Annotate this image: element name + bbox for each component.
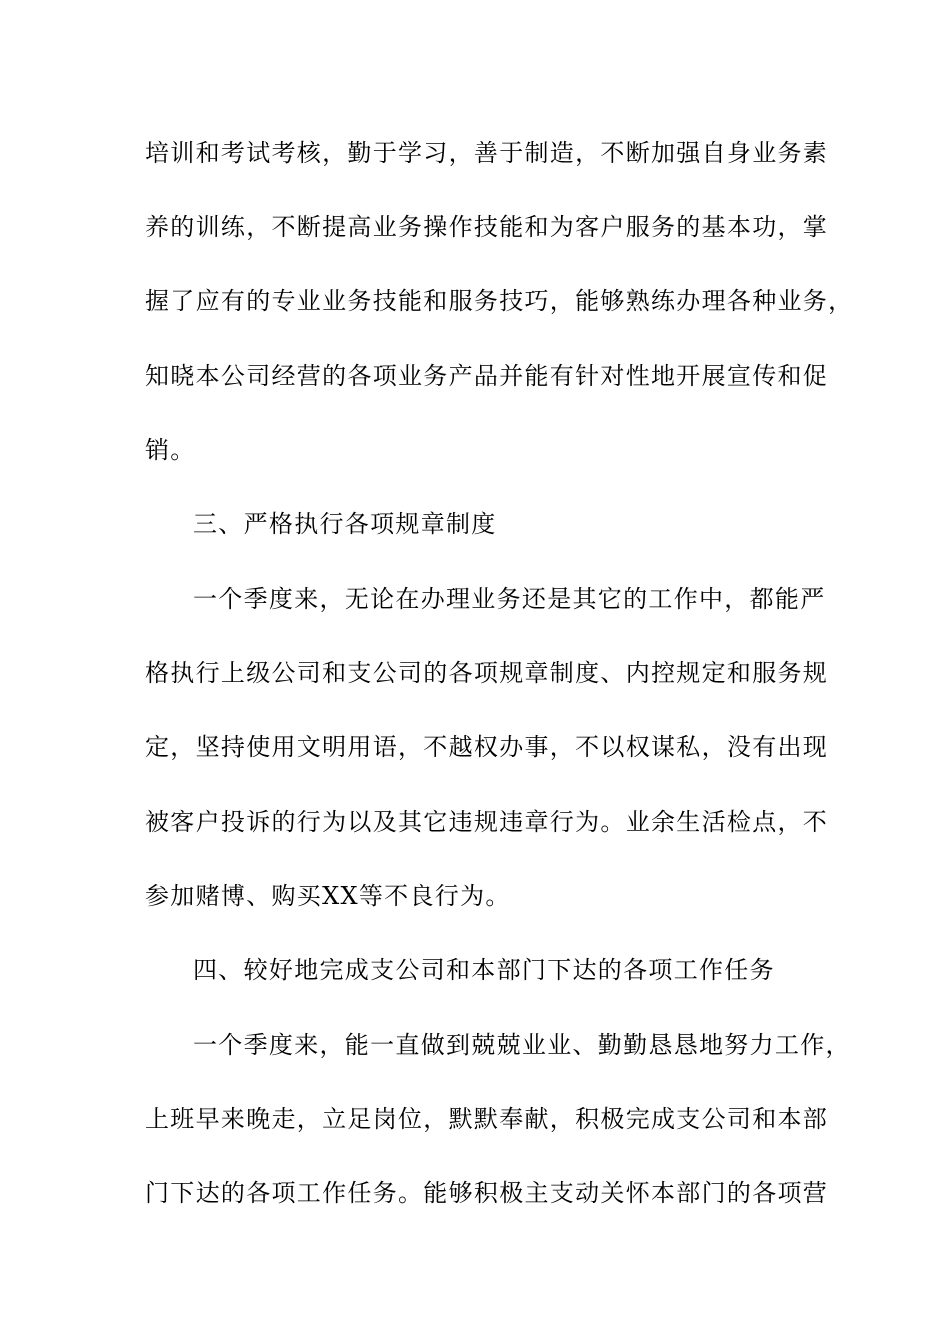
- paragraph-line: 培训和考试考核，勤于学习，善于制造，不断加强自身业务素: [145, 139, 829, 167]
- paragraph-line: 格执行上级公司和支公司的各项规章制度、内控规定和服务规: [145, 659, 829, 687]
- paragraph-line: 握了应有的专业业务技能和服务技巧，能够熟练办理各种业务，: [145, 287, 854, 315]
- paragraph-line: 销。: [145, 436, 196, 464]
- section-heading: 四、较好地完成支公司和本部门下达的各项工作任务: [193, 956, 775, 984]
- paragraph-line: 上班早来晚走，立足岗位，默默奉献，积极完成支公司和本部: [145, 1105, 829, 1133]
- paragraph-line: 参加赌博、购买XX等不良行为。: [145, 882, 511, 910]
- paragraph-line: 知晓本公司经营的各项业务产品并能有针对性地开展宣传和促: [145, 362, 829, 390]
- paragraph-line: 一个季度来，能一直做到兢兢业业、勤勤恳恳地努力工作，: [193, 1031, 851, 1059]
- paragraph-line: 门下达的各项工作任务。能够积极主支动关怀本部门的各项营: [145, 1179, 829, 1207]
- paragraph-line: 一个季度来，无论在办理业务还是其它的工作中，都能严: [193, 585, 826, 613]
- paragraph-line: 被客户投诉的行为以及其它违规违章行为。业余生活检点，不: [145, 808, 829, 836]
- paragraph-line: 养的训练，不断提高业务操作技能和为客户服务的基本功，掌: [145, 213, 829, 241]
- paragraph-line: 定，坚持使用文明用语，不越权办事，不以权谋私，没有出现: [145, 733, 829, 761]
- section-heading: 三、严格执行各项规章制度: [193, 510, 497, 538]
